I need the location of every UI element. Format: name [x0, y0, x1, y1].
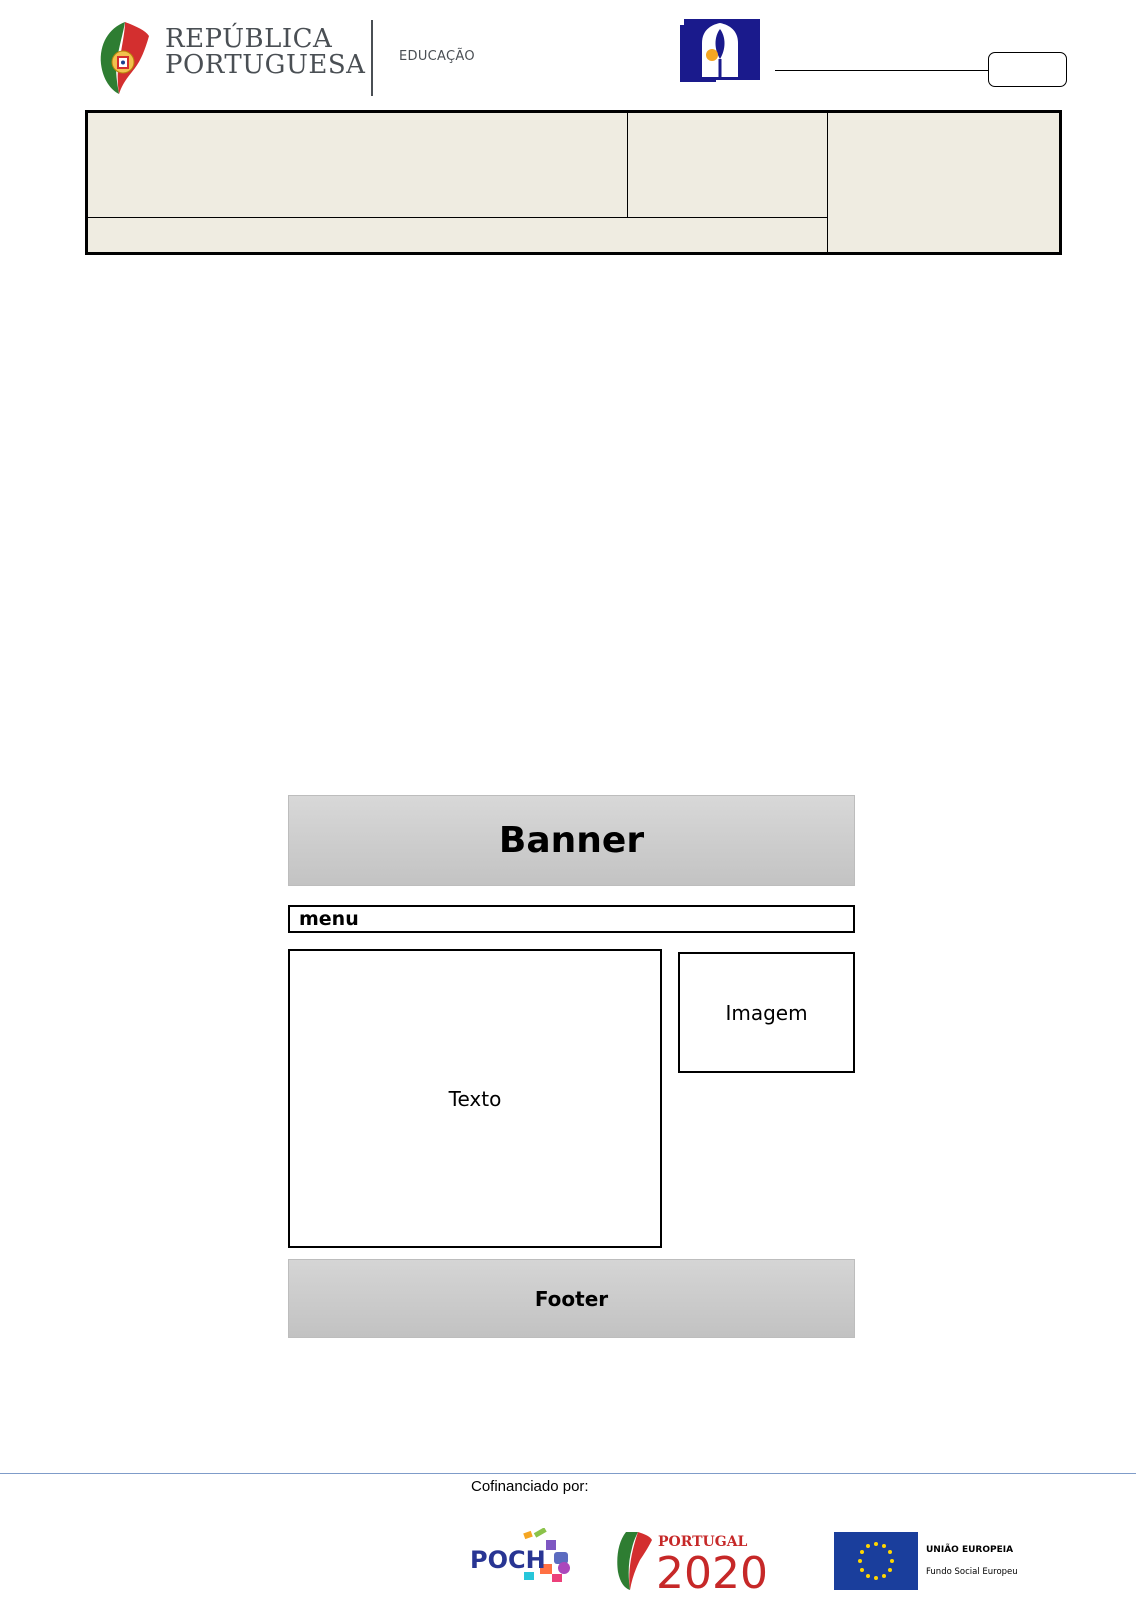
- poch-text: POCH: [470, 1546, 546, 1574]
- eu-line2: Fundo Social Europeu: [926, 1567, 1018, 1577]
- info-cell-number[interactable]: [628, 113, 827, 217]
- wireframe-image: Imagem: [678, 952, 855, 1073]
- grade-line: [775, 70, 989, 71]
- info-cell-class[interactable]: [828, 113, 1059, 252]
- cofinancing-label: Cofinanciado por:: [471, 1478, 589, 1495]
- grade-box[interactable]: [988, 52, 1067, 87]
- header-divider: [371, 20, 373, 96]
- school-logo-icon: [680, 19, 760, 82]
- wireframe-menu: menu: [288, 905, 855, 933]
- info-cell-name[interactable]: [88, 113, 627, 217]
- table-divider: [627, 113, 628, 217]
- poch-logo-icon: [468, 1528, 583, 1590]
- eu-line1: UNIÃO EUROPEIA: [926, 1545, 1014, 1555]
- eu-logo-icon: [834, 1532, 1024, 1590]
- table-divider: [827, 113, 828, 252]
- student-info-table: [85, 110, 1062, 255]
- wireframe-footer: Footer: [288, 1259, 855, 1338]
- republic-line1: REPÚBLICA: [165, 24, 333, 54]
- portugal-2020-logo-icon: [614, 1528, 800, 1592]
- footer-rule: [0, 1473, 1136, 1474]
- table-divider: [88, 217, 827, 218]
- portugal-text: PORTUGAL: [658, 1534, 748, 1550]
- year-text: 2020: [656, 1548, 768, 1592]
- wireframe-banner: Banner: [288, 795, 855, 886]
- republic-emblem-icon: [95, 20, 151, 96]
- ministry-label: EDUCAÇÃO: [399, 49, 475, 64]
- republic-line2: PORTUGUESA: [165, 50, 366, 80]
- info-cell-subject[interactable]: [88, 218, 827, 252]
- republic-title: [165, 26, 365, 78]
- wireframe-text: Texto: [288, 949, 662, 1248]
